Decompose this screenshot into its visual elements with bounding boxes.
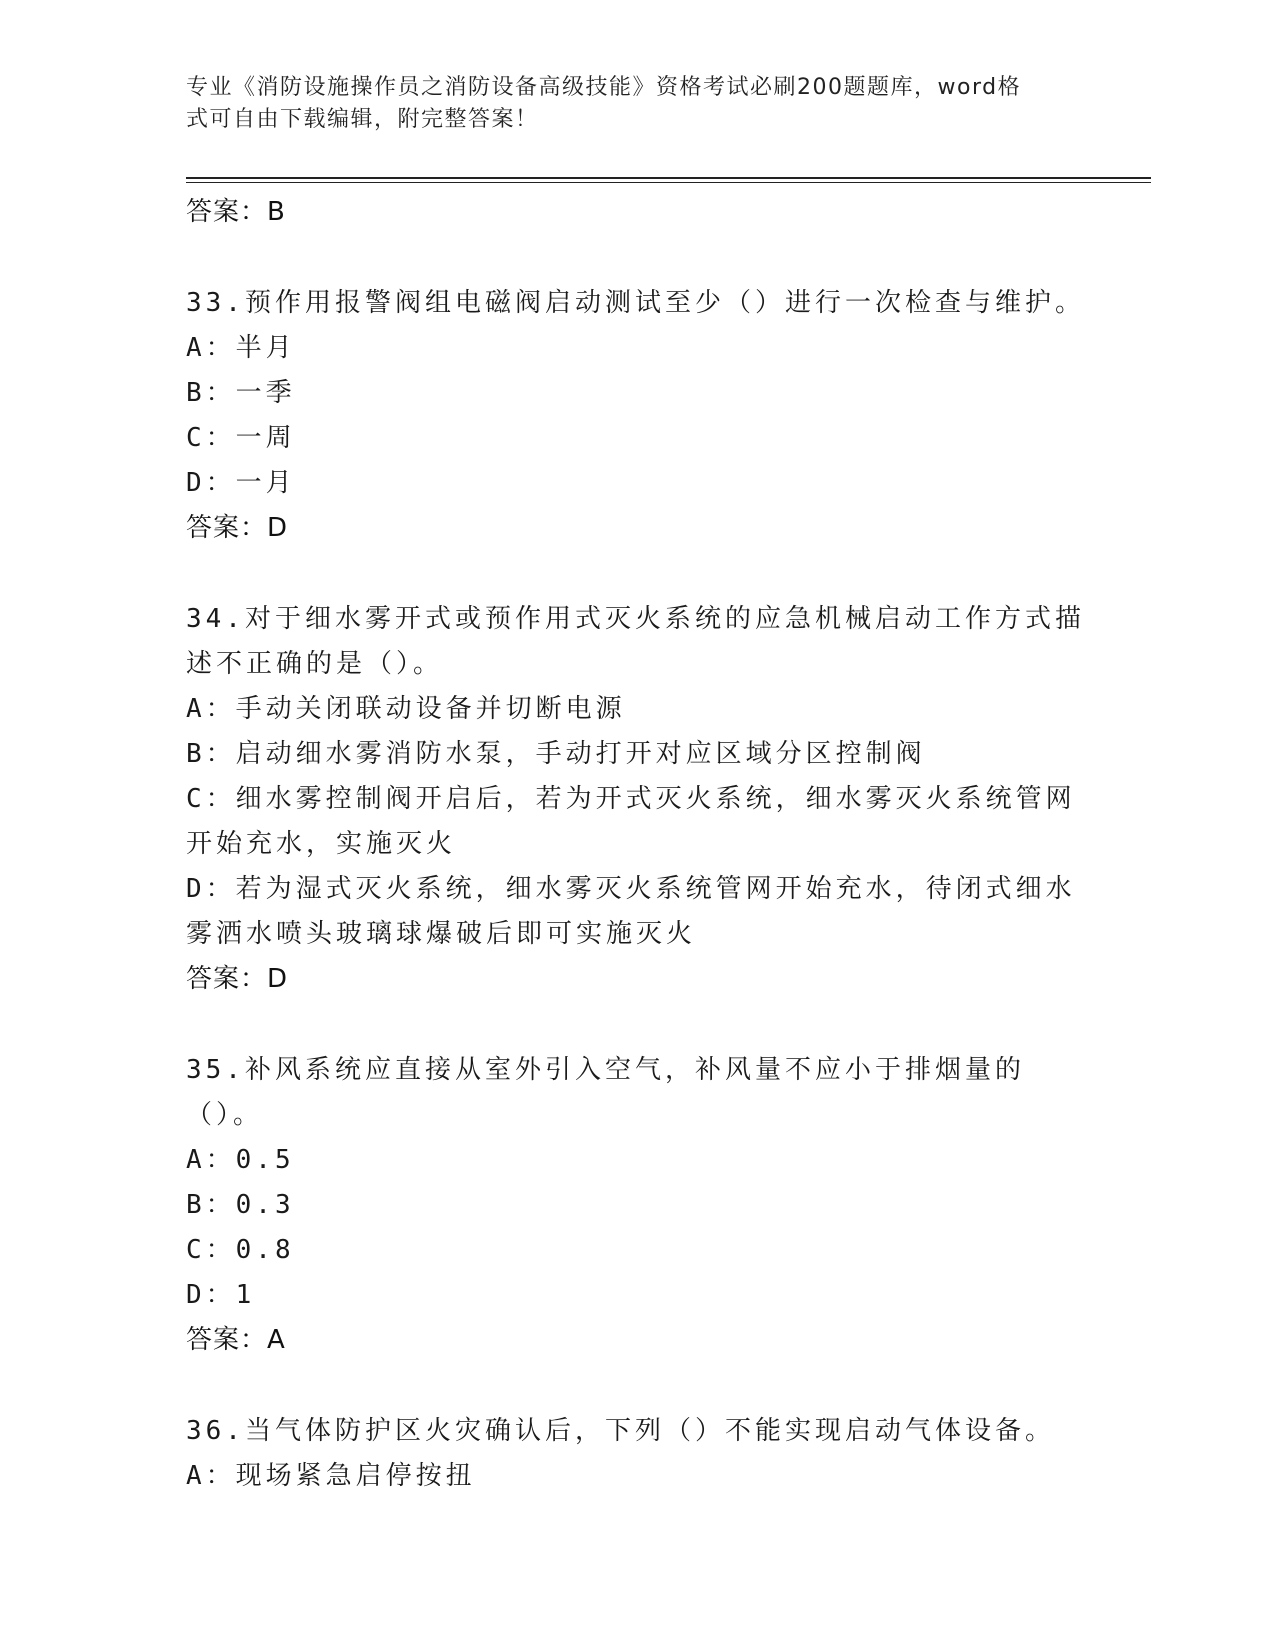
header-rule-thick <box>186 177 1151 179</box>
option-c: C：细水雾控制阀开启后，若为开式灭火系统，细水雾灭火系统管网开始充水，实施灭火 <box>186 784 1076 859</box>
document-header <box>186 72 1066 136</box>
question-text: 33.预作用报警阀组电磁阀启动测试至少（）进行一次检查与维护。 <box>186 288 1085 318</box>
option-c: C：0.8 <box>186 1235 295 1265</box>
header-line-2: 式可自由下载编辑，附完整答案！ <box>186 107 539 132</box>
option-b: B：0.3 <box>186 1190 295 1220</box>
answer-line: 答案：D <box>186 964 289 994</box>
option-d: D：1 <box>186 1280 256 1310</box>
answer-line: 答案：D <box>186 513 289 543</box>
option-a: A：半月 <box>186 333 296 363</box>
question-block-35 <box>186 1048 1086 1363</box>
question-text: 36.当气体防护区火灾确认后，下列（）不能实现启动气体设备。 <box>186 1416 1055 1446</box>
question-list <box>186 188 1086 1499</box>
option-b: B：一季 <box>186 378 296 408</box>
option-c: C：一周 <box>186 423 296 453</box>
question-block-33 <box>186 281 1086 551</box>
option-a: A：0.5 <box>186 1145 295 1175</box>
answer-line: 答案：A <box>186 1325 286 1355</box>
option-b: B：启动细水雾消防水泵，手动打开对应区域分区控制阀 <box>186 739 926 769</box>
option-d: D：一月 <box>186 468 296 498</box>
answer-line: 答案：B <box>186 197 286 227</box>
header-line-1: 专业《消防设施操作员之消防设备高级技能》资格考试必刷200题题库，word格 <box>186 75 1022 100</box>
question-block-34 <box>186 597 1086 1002</box>
option-d: D：若为湿式灭火系统，细水雾灭火系统管网开始充水，待闭式细水雾洒水喷头玻璃球爆破后即可实施灭火 <box>186 874 1076 949</box>
header-rule-thin <box>186 182 1151 183</box>
option-a: A：现场紧急启停按扭 <box>186 1461 476 1491</box>
question-text: 34.对于细水雾开式或预作用式灭火系统的应急机械启动工作方式描述不正确的是（）。 <box>186 604 1085 679</box>
option-a: A：手动关闭联动设备并切断电源 <box>186 694 626 724</box>
question-text: 35.补风系统应直接从室外引入空气，补风量不应小于排烟量的（）。 <box>186 1055 1025 1130</box>
question-block-36 <box>186 1409 1086 1499</box>
